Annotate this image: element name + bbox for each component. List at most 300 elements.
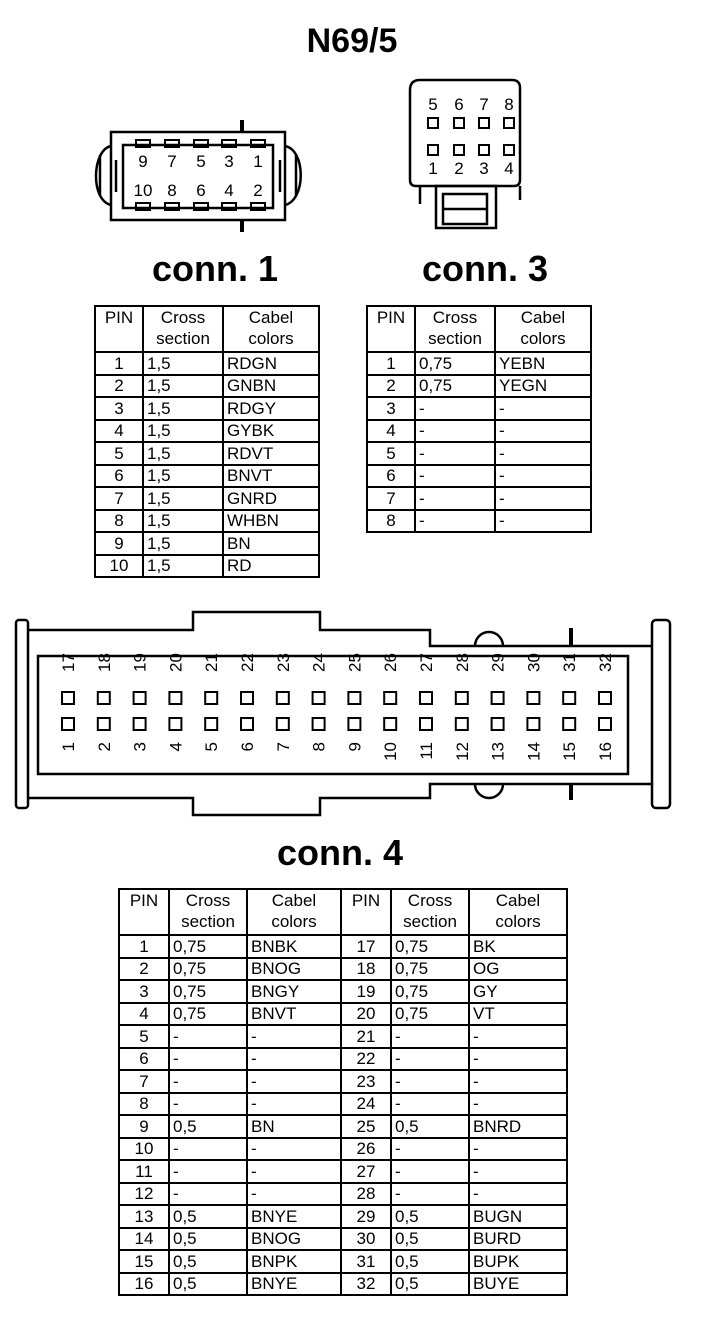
cross-section-cell: 0,5	[169, 1273, 247, 1296]
conn4-pin-label: 15	[560, 742, 580, 761]
col-header-cross-section	[415, 306, 495, 352]
cross-section-cell: 0,75	[391, 958, 469, 981]
pin-number-cell: 27	[341, 1160, 391, 1183]
conn4-pin-label: 24	[309, 653, 329, 672]
cable-color-cell: BUYE	[469, 1273, 567, 1296]
pin-number-cell: 28	[341, 1183, 391, 1206]
pin-number-cell: 24	[341, 1093, 391, 1116]
table-row	[119, 1160, 567, 1183]
pin-number-cell: 9	[95, 532, 143, 555]
pin-number-cell: 3	[367, 397, 415, 420]
col-header-cross-section-2	[391, 889, 469, 935]
cable-color-cell: -	[495, 442, 591, 465]
conn3-pin-square	[504, 145, 514, 155]
table-row	[367, 442, 591, 465]
cable-color-cell: -	[469, 1138, 567, 1161]
conn3-pin-label: 6	[454, 95, 464, 114]
pin-number-cell: 6	[119, 1048, 169, 1071]
conn4-pin-square	[205, 692, 217, 704]
table-row	[367, 487, 591, 510]
table-header-row	[367, 306, 591, 352]
cable-color-cell: RD	[223, 555, 319, 578]
conn4-pin-square	[384, 718, 396, 730]
table-row	[95, 465, 319, 488]
cross-section-cell: 0,75	[391, 935, 469, 958]
pin-number-cell: 7	[95, 487, 143, 510]
conn4-pin-label: 32	[596, 653, 615, 672]
conn3-pin-label: 3	[479, 159, 489, 178]
col-header-cabel-colors	[247, 889, 341, 935]
col-header-pin-2	[341, 889, 391, 935]
conn4-pin-table	[118, 888, 568, 1296]
cross-section-cell: 1,5	[143, 397, 223, 420]
table-row	[95, 532, 319, 555]
cross-section-cell: 1,5	[143, 442, 223, 465]
conn4-pin-slots	[59, 653, 615, 761]
cross-section-cell: -	[169, 1070, 247, 1093]
table-row	[367, 465, 591, 488]
table-row	[119, 935, 567, 958]
pin-number-cell: 32	[341, 1273, 391, 1296]
conn4-pin-label: 25	[345, 653, 365, 672]
cable-color-cell: -	[247, 1025, 341, 1048]
conn3-pin-label: 5	[428, 95, 438, 114]
conn4-pin-label: 11	[417, 742, 436, 760]
cable-color-cell: -	[469, 1048, 567, 1071]
conn1-pin-label: 8	[167, 181, 177, 200]
cabel-header-line2: colors	[520, 329, 566, 348]
pin-number-cell: 7	[119, 1070, 169, 1093]
cross-section-cell: -	[169, 1160, 247, 1183]
conn3-pin-label: 7	[479, 95, 489, 114]
cross-header-line2: section	[428, 329, 482, 348]
table-row	[367, 375, 591, 398]
pin-number-cell: 14	[119, 1228, 169, 1251]
conn3-pin-square	[428, 118, 438, 128]
pin-number-cell: 23	[341, 1070, 391, 1093]
conn4-pin-label: 3	[130, 742, 150, 752]
conn4-pin-label: 5	[202, 742, 222, 752]
table-row	[367, 352, 591, 375]
pin-number-cell: 2	[119, 958, 169, 981]
conn4-pin-label: 7	[273, 742, 293, 752]
col-header-cross-section	[143, 306, 223, 352]
cable-color-cell: BNRD	[469, 1115, 567, 1138]
pin-number-cell: 19	[341, 980, 391, 1003]
pin-number-cell: 16	[119, 1273, 169, 1296]
cross-section-cell: -	[391, 1025, 469, 1048]
col-header-cross-section	[169, 889, 247, 935]
cross-section-cell: -	[415, 420, 495, 443]
pin-header-label: PIN	[351, 891, 381, 910]
conn4-pin-square	[313, 718, 325, 730]
cable-color-cell: -	[495, 465, 591, 488]
cross-section-cell: 0,5	[391, 1115, 469, 1138]
pin-number-cell: 13	[119, 1205, 169, 1228]
pin-number-cell: 10	[95, 555, 143, 578]
table-row	[367, 420, 591, 443]
cable-color-cell: -	[469, 1183, 567, 1206]
cabel-header-line1: Cabel	[271, 891, 317, 910]
cable-color-cell: -	[247, 1138, 341, 1161]
conn4-pin-label: 31	[560, 653, 580, 672]
conn4-pin-label: 22	[238, 653, 257, 672]
col-header-cabel-colors	[495, 306, 591, 352]
conn4-pin-label: 9	[345, 742, 365, 752]
cross-section-cell: 0,5	[391, 1205, 469, 1228]
conn1-pin-table	[94, 305, 320, 578]
conn1-title: conn. 1	[151, 248, 279, 289]
pin-number-cell: 11	[119, 1160, 169, 1183]
conn4-pin-square	[277, 692, 289, 704]
conn4-pin-label: 12	[452, 742, 472, 761]
table-row	[119, 1183, 567, 1206]
cross-section-cell: 0,75	[391, 980, 469, 1003]
conn3-pin-square	[454, 118, 464, 128]
cross-header-line2: section	[403, 912, 457, 931]
conn4-pin-square	[527, 692, 539, 704]
conn3-pin-label: 1	[428, 159, 438, 178]
conn4-pin-square	[599, 718, 611, 730]
cabel-header-line1: Cabel	[520, 308, 566, 327]
conn4-pin-label: 27	[417, 653, 436, 672]
pin-number-cell: 18	[341, 958, 391, 981]
cross-section-cell: 0,5	[169, 1250, 247, 1273]
conn4-pin-square	[134, 718, 146, 730]
cable-color-cell: RDVT	[223, 442, 319, 465]
col-header-cabel-colors-2	[469, 889, 567, 935]
conn4-pin-square	[313, 692, 325, 704]
pin-number-cell: 30	[341, 1228, 391, 1251]
cross-section-cell: 0,75	[169, 935, 247, 958]
table-row	[119, 1273, 567, 1296]
cable-color-cell: BN	[247, 1115, 341, 1138]
table-row	[119, 1048, 567, 1071]
col-header-pin	[367, 306, 415, 352]
conn4-pin-label: 29	[488, 653, 508, 672]
conn4-pin-square	[277, 718, 289, 730]
cross-section-cell: -	[391, 1160, 469, 1183]
cable-color-cell: -	[247, 1093, 341, 1116]
pin-header-label: PIN	[376, 308, 406, 327]
table-row	[119, 1138, 567, 1161]
pin-number-cell: 3	[95, 397, 143, 420]
cross-header-line2: section	[181, 912, 235, 931]
table-row	[95, 397, 319, 420]
cabel-header-line1: Cabel	[495, 891, 541, 910]
cable-color-cell: BK	[469, 935, 567, 958]
cross-section-cell: -	[391, 1070, 469, 1093]
conn4-pin-square	[169, 718, 181, 730]
conn4-connector-drawing	[16, 612, 670, 815]
conn1-pin-label: 7	[167, 152, 177, 171]
cable-color-cell: -	[247, 1070, 341, 1093]
conn4-pin-label: 23	[273, 653, 293, 672]
cable-color-cell: RDGY	[223, 397, 319, 420]
table-row	[119, 1003, 567, 1026]
cable-color-cell: -	[495, 510, 591, 533]
conn1-pin-label: 6	[196, 181, 206, 200]
table-row	[95, 555, 319, 578]
table-row	[119, 1070, 567, 1093]
table-header-row	[119, 889, 567, 935]
conn1-pin-label: 1	[253, 152, 263, 171]
conn4-pin-label: 30	[524, 653, 544, 672]
conn4-pin-square	[492, 692, 504, 704]
conn4-pin-label: 4	[166, 742, 186, 752]
conn1-pin-slots	[134, 140, 265, 210]
col-header-cabel-colors	[223, 306, 319, 352]
cross-section-cell: 0,5	[169, 1115, 247, 1138]
col-header-pin	[119, 889, 169, 935]
pin-number-cell: 3	[119, 980, 169, 1003]
cross-header-line1: Cross	[407, 891, 453, 910]
cable-color-cell: BNYE	[247, 1273, 341, 1296]
cross-section-cell: -	[391, 1138, 469, 1161]
cross-section-cell: 0,75	[169, 1003, 247, 1026]
pin-number-cell: 5	[367, 442, 415, 465]
pin-number-cell: 22	[341, 1048, 391, 1071]
conn4-pin-square	[348, 692, 360, 704]
cable-color-cell: YEBN	[495, 352, 591, 375]
pin-header-label: PIN	[129, 891, 159, 910]
cable-color-cell: RDGN	[223, 352, 319, 375]
cabel-header-line1: Cabel	[248, 308, 294, 327]
conn1-pin-label: 3	[224, 152, 234, 171]
cross-header-line1: Cross	[160, 308, 206, 327]
cross-section-cell: -	[415, 487, 495, 510]
pin-number-cell: 9	[119, 1115, 169, 1138]
conn4-pin-square	[348, 718, 360, 730]
cross-section-cell: 1,5	[143, 555, 223, 578]
conn1-pin-label: 10	[133, 181, 153, 200]
cross-section-cell: 0,5	[391, 1273, 469, 1296]
cable-color-cell: BUGN	[469, 1205, 567, 1228]
cable-color-cell: GY	[469, 980, 567, 1003]
cable-color-cell: OG	[469, 958, 567, 981]
cable-color-cell: -	[469, 1093, 567, 1116]
table-row	[95, 487, 319, 510]
conn3-title: conn. 3	[421, 248, 549, 289]
table-row	[119, 1228, 567, 1251]
pin-number-cell: 6	[367, 465, 415, 488]
cable-color-cell: BNVT	[223, 465, 319, 488]
pin-number-cell: 1	[119, 935, 169, 958]
cable-color-cell: -	[469, 1160, 567, 1183]
cross-section-cell: 1,5	[143, 420, 223, 443]
conn4-pin-square	[420, 718, 432, 730]
cable-color-cell: -	[469, 1070, 567, 1093]
conn4-pin-label: 16	[596, 742, 615, 761]
cross-section-cell: 0,5	[169, 1205, 247, 1228]
cable-color-cell: GNBN	[223, 375, 319, 398]
pin-number-cell: 6	[95, 465, 143, 488]
cable-color-cell: GYBK	[223, 420, 319, 443]
pin-number-cell: 25	[341, 1115, 391, 1138]
pin-number-cell: 26	[341, 1138, 391, 1161]
col-header-pin	[95, 306, 143, 352]
conn4-pin-square	[205, 718, 217, 730]
cross-header-line1: Cross	[185, 891, 231, 910]
conn1-pin-label: 2	[253, 181, 263, 200]
table-row	[119, 1205, 567, 1228]
conn3-pin-square	[479, 118, 489, 128]
conn4-pin-label: 10	[381, 742, 401, 761]
cross-section-cell: 1,5	[143, 465, 223, 488]
conn4-pin-label: 18	[94, 653, 114, 672]
cable-color-cell: BNPK	[247, 1250, 341, 1273]
conn4-pin-square	[62, 718, 74, 730]
cable-color-cell: -	[495, 420, 591, 443]
conn4-pin-label: 14	[524, 742, 544, 761]
cross-section-cell: 1,5	[143, 375, 223, 398]
conn4-pin-square	[62, 692, 74, 704]
conn4-pin-square	[563, 718, 575, 730]
pin-number-cell: 7	[367, 487, 415, 510]
conn4-pin-square	[98, 718, 110, 730]
table-row	[95, 375, 319, 398]
conn4-pin-square	[527, 718, 539, 730]
pin-number-cell: 1	[95, 352, 143, 375]
cross-section-cell: -	[169, 1093, 247, 1116]
cross-section-cell: -	[169, 1183, 247, 1206]
table-row	[95, 510, 319, 533]
conn3-pin-square	[504, 118, 514, 128]
conn3-pin-slots	[428, 95, 514, 178]
cable-color-cell: -	[247, 1183, 341, 1206]
conn4-pin-square	[563, 692, 575, 704]
cable-color-cell: BN	[223, 532, 319, 555]
cable-color-cell: -	[495, 397, 591, 420]
cable-color-cell: BNYE	[247, 1205, 341, 1228]
cross-section-cell: 0,5	[391, 1228, 469, 1251]
table-row	[95, 442, 319, 465]
conn1-pin-label: 4	[224, 181, 234, 200]
conn3-pin-label: 2	[454, 159, 464, 178]
table-row	[119, 1250, 567, 1273]
cross-section-cell: 1,5	[143, 532, 223, 555]
cable-color-cell: GNRD	[223, 487, 319, 510]
conn4-pin-label: 8	[309, 742, 329, 752]
conn4-pin-square	[456, 692, 468, 704]
pin-number-cell: 8	[95, 510, 143, 533]
page-title: N69/5	[306, 22, 398, 60]
cross-section-cell: 1,5	[143, 352, 223, 375]
cable-color-cell: BNVT	[247, 1003, 341, 1026]
conn3-pin-label: 4	[504, 159, 514, 178]
conn1-pin-label: 9	[138, 152, 148, 171]
conn4-pin-label: 26	[381, 653, 401, 672]
cable-color-cell: BURD	[469, 1228, 567, 1251]
conn4-pin-square	[241, 692, 253, 704]
pin-number-cell: 4	[95, 420, 143, 443]
cable-color-cell: -	[247, 1160, 341, 1183]
cable-color-cell: BNGY	[247, 980, 341, 1003]
cross-section-cell: 0,75	[391, 1003, 469, 1026]
cable-color-cell: YEGN	[495, 375, 591, 398]
table-row	[95, 352, 319, 375]
cable-color-cell: WHBN	[223, 510, 319, 533]
cable-color-cell: BNBK	[247, 935, 341, 958]
cable-color-cell: VT	[469, 1003, 567, 1026]
pin-number-cell: 8	[367, 510, 415, 533]
pin-number-cell: 1	[367, 352, 415, 375]
cross-section-cell: 1,5	[143, 510, 223, 533]
cable-color-cell: -	[469, 1025, 567, 1048]
conn3-pin-square	[479, 145, 489, 155]
table-row	[119, 980, 567, 1003]
cross-section-cell: -	[169, 1138, 247, 1161]
table-row	[119, 1115, 567, 1138]
conn4-pin-square	[98, 692, 110, 704]
table-row	[367, 397, 591, 420]
conn4-pin-label: 19	[130, 653, 150, 672]
cross-section-cell: -	[169, 1048, 247, 1071]
cross-section-cell: 0,75	[415, 352, 495, 375]
pin-number-cell: 8	[119, 1093, 169, 1116]
pin-number-cell: 15	[119, 1250, 169, 1273]
cross-section-cell: -	[169, 1025, 247, 1048]
cross-section-cell: 0,75	[415, 375, 495, 398]
cabel-header-line2: colors	[248, 329, 294, 348]
cabel-header-line2: colors	[495, 912, 541, 931]
table-header-row	[95, 306, 319, 352]
cable-color-cell: BNOG	[247, 958, 341, 981]
pin-number-cell: 5	[119, 1025, 169, 1048]
conn1-pin-label: 5	[196, 152, 206, 171]
conn4-pin-label: 17	[59, 653, 78, 672]
cross-section-cell: -	[415, 510, 495, 533]
pin-number-cell: 4	[367, 420, 415, 443]
pin-number-cell: 10	[119, 1138, 169, 1161]
conn4-pin-square	[456, 718, 468, 730]
conn1-connector-drawing	[96, 120, 301, 232]
cross-section-cell: -	[415, 397, 495, 420]
conn4-pin-square	[492, 718, 504, 730]
conn4-pin-label: 6	[238, 742, 257, 752]
cross-section-cell: 1,5	[143, 487, 223, 510]
cable-color-cell: -	[495, 487, 591, 510]
conn4-pin-label: 13	[488, 742, 508, 761]
table-row	[95, 420, 319, 443]
cross-section-cell: 0,5	[169, 1228, 247, 1251]
table-row	[367, 510, 591, 533]
pin-number-cell: 17	[341, 935, 391, 958]
conn4-pin-label: 28	[452, 653, 472, 672]
cross-section-cell: 0,75	[169, 980, 247, 1003]
pin-number-cell: 20	[341, 1003, 391, 1026]
table-row	[119, 1093, 567, 1116]
cross-section-cell: -	[415, 442, 495, 465]
conn4-pin-label: 21	[202, 653, 222, 672]
conn4-pin-square	[420, 692, 432, 704]
conn4-pin-square	[134, 692, 146, 704]
cross-section-cell: 0,5	[391, 1250, 469, 1273]
pin-number-cell: 5	[95, 442, 143, 465]
conn4-pin-square	[384, 692, 396, 704]
cross-header-line1: Cross	[432, 308, 478, 327]
pin-number-cell: 12	[119, 1183, 169, 1206]
cross-header-line2: section	[156, 329, 210, 348]
pin-number-cell: 2	[95, 375, 143, 398]
conn4-pin-label: 1	[59, 742, 78, 752]
cross-section-cell: -	[391, 1048, 469, 1071]
conn3-pin-square	[454, 145, 464, 155]
conn4-pin-square	[599, 692, 611, 704]
cross-section-cell: -	[415, 465, 495, 488]
cabel-header-line2: colors	[271, 912, 317, 931]
conn4-pin-square	[169, 692, 181, 704]
